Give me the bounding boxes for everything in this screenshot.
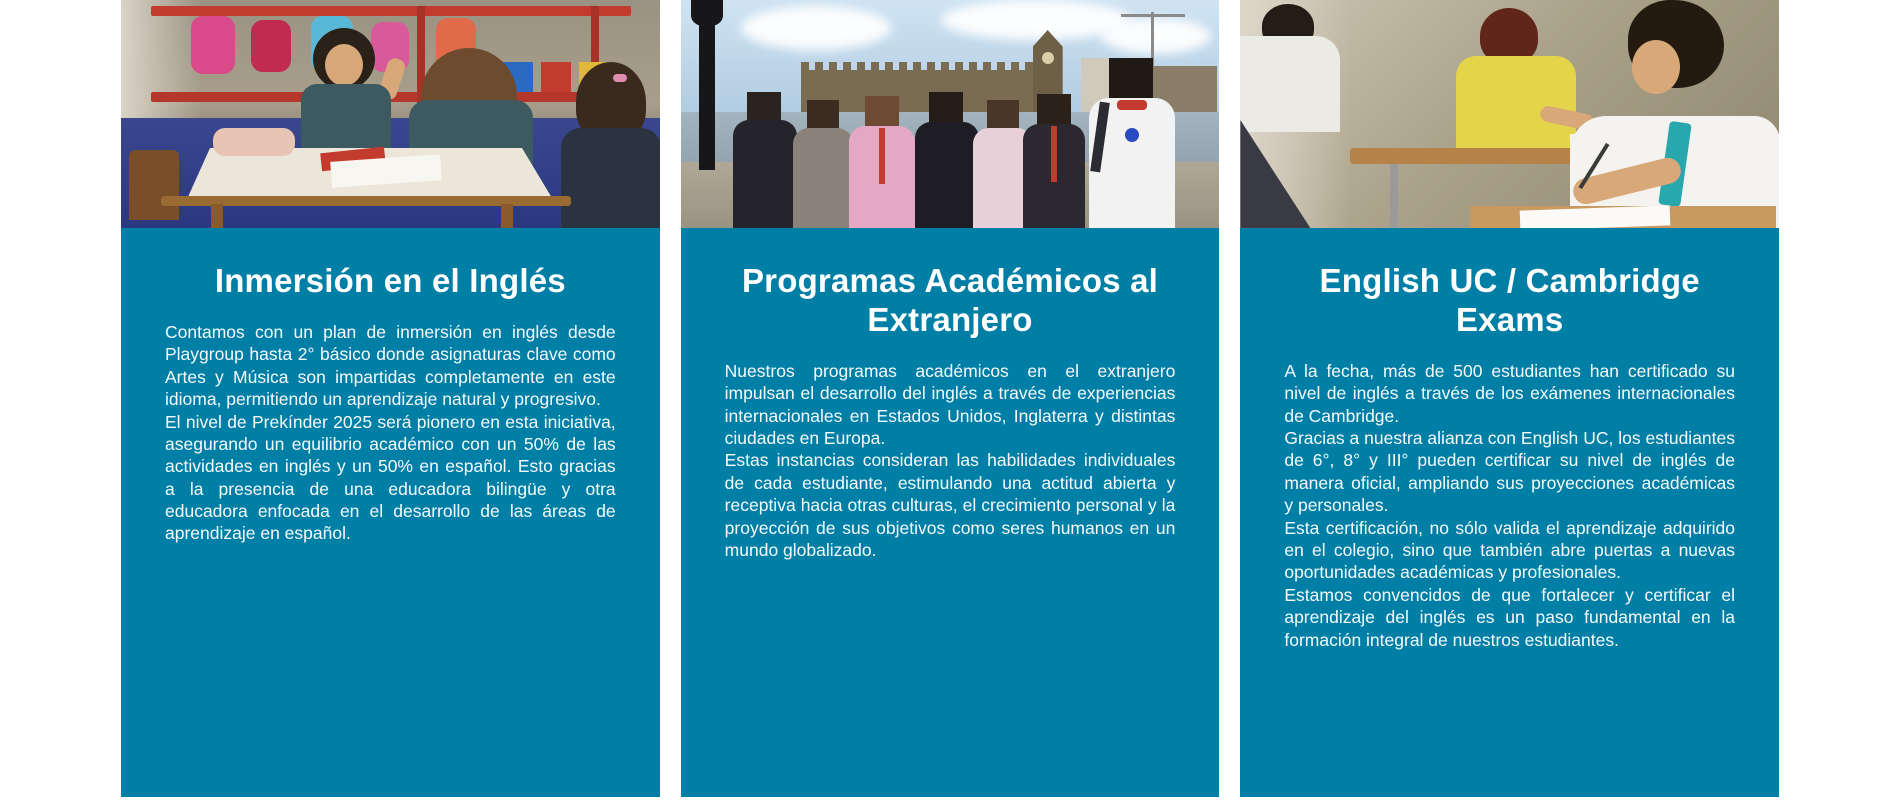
student-head xyxy=(865,96,899,130)
storage-bin xyxy=(541,62,571,92)
pencil-case xyxy=(213,128,295,156)
classroom-children-photo xyxy=(121,0,660,228)
card-panel xyxy=(681,228,1220,797)
crane-arm xyxy=(1121,14,1185,17)
desk-leg xyxy=(1390,164,1398,228)
card-inmersion xyxy=(121,0,660,797)
card-programas-extranjero xyxy=(681,0,1220,797)
card-paragraph: Esta certificación, no sólo valida el aprendizaje adquirido en el colegio, sino que también abre puertas a nuevas oportunidades académicas y profesionales. xyxy=(1284,517,1736,583)
card-title: Inmersión en el Inglés xyxy=(214,262,566,299)
student-figure xyxy=(1240,36,1340,132)
student-head xyxy=(1037,94,1071,128)
card-title: English UC / Cambridge Exams xyxy=(1319,262,1700,338)
backpack xyxy=(191,16,235,74)
lamppost-top xyxy=(691,0,723,26)
main-student-face xyxy=(1632,40,1680,94)
student-figure xyxy=(915,122,979,228)
exam-classroom-photo xyxy=(1240,0,1779,228)
student-head xyxy=(929,92,963,126)
clock-face xyxy=(1042,52,1054,64)
card-paragraph: A la fecha, más de 500 estudiantes han certificado su nivel de inglés a través de los exámenes internacionales de Cambridge. xyxy=(1284,360,1736,426)
student-figure xyxy=(793,128,853,228)
red-lanyard xyxy=(879,128,885,184)
card-paragraph: Contamos con un plan de inmersión en inglés desde Playgroup hasta 2° básico donde asignaturas clave como Artes y Música son impartidas completamente en este idioma, permitiendo un aprendizaje natural y progresivo. xyxy=(165,321,616,410)
card-paragraph: El nivel de Prekínder 2025 será pionero en esta iniciativa, asegurando un equilibrio académico con un 50% de las actividades en inglés y un 50% en español. Esto gracias a la presencia de una educadora bilingüe y otra educadora enfocada en el desarrollo de las áreas de aprendizaje en español. xyxy=(165,411,616,544)
card-body xyxy=(1240,340,1779,651)
card-paragraph: Estamos convencidos de que fortalecer y certificar el aprendizaje del inglés es un paso fundamental en la formación integral de nuestros estudiantes. xyxy=(1284,584,1736,650)
child-figure xyxy=(561,128,660,228)
card-title: Programas Académicos al Extranjero xyxy=(741,262,1159,338)
card-paragraph: Nuestros programas académicos en el extranjero impulsan el desarrollo del inglés a través de experiencias internacionales en Estados Unidos, Inglaterra y distintas ciudades en Europa. xyxy=(724,360,1176,449)
london-group-photo xyxy=(681,0,1220,228)
shelf xyxy=(151,6,631,16)
jersey-collar xyxy=(1117,100,1147,110)
child-figure xyxy=(301,84,391,154)
red-lanyard xyxy=(1051,126,1057,182)
card-paragraph: Gracias a nuestra alianza con English UC, los estudiantes de 6°, 8° y III° pueden certificar su nivel de inglés de manera oficial, ampliando sus proyecciones académicas y personales. xyxy=(1284,428,1736,516)
card-body xyxy=(681,340,1220,562)
chair xyxy=(129,150,179,220)
student-head xyxy=(1109,58,1153,102)
card-panel xyxy=(121,228,660,797)
hair-clip xyxy=(613,74,627,82)
cloud xyxy=(1101,18,1211,54)
table-leg xyxy=(501,204,513,228)
student-figure xyxy=(733,120,797,228)
table-leg xyxy=(211,204,223,228)
student-yellow-shirt xyxy=(1456,56,1576,156)
jersey-badge xyxy=(1125,128,1139,142)
card-paragraph: Estas instancias consideran las habilidades individuales de cada estudiante, estimulando una actitud abierta y receptiva hacia otras culturas, el crecimiento personal y la proyección de sus objetivos como seres humanos en un mundo globalizado. xyxy=(724,450,1176,560)
cloud xyxy=(741,6,891,50)
child-face xyxy=(325,44,363,86)
card-english-uc-cambridge xyxy=(1240,0,1779,797)
cards-row xyxy=(121,0,1779,797)
card-panel xyxy=(1240,228,1779,797)
backpack xyxy=(251,20,291,72)
card-body xyxy=(121,301,660,545)
